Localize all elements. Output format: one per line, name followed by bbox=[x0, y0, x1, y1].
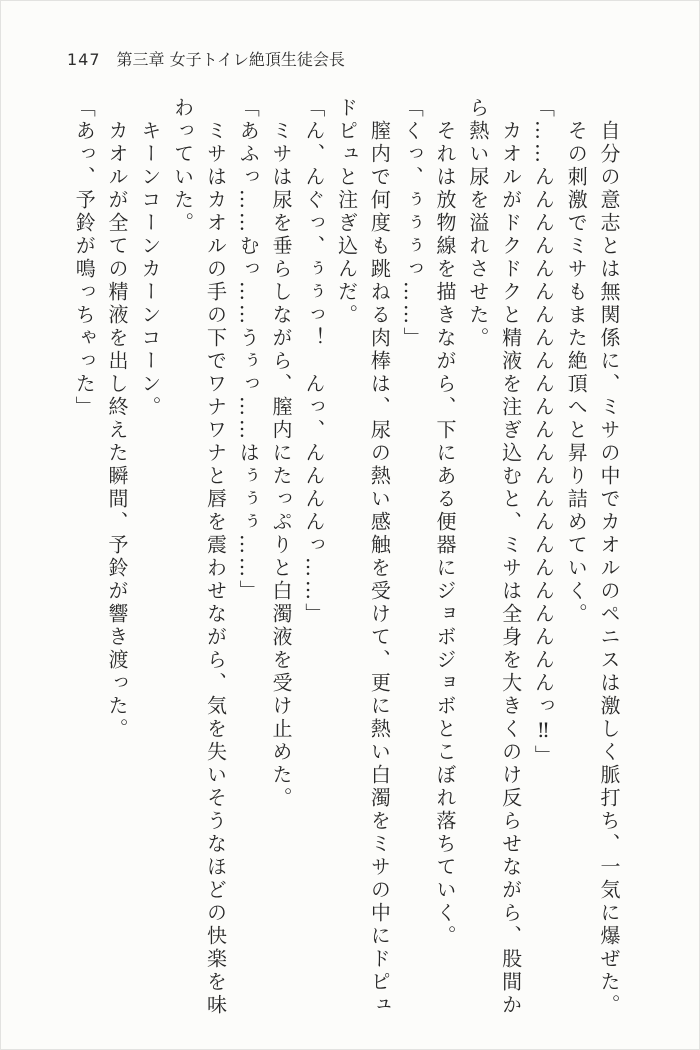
text-body bbox=[67, 97, 625, 1031]
paragraph: それは放物線を描きながら、下にある便器にジョボジョボとこぼれ落ちていく。 bbox=[433, 120, 458, 948]
paragraph: 「あっ、予鈴が鳴っちゃった」 bbox=[72, 97, 97, 419]
paragraph: その刺激でミサもまた絶頂へと昇り詰めていく。 bbox=[564, 120, 589, 626]
paragraph: 「……んんんんんんんんんんんんんんんんんんんんんんんっ‼」 bbox=[531, 97, 556, 768]
paragraph: キーンコーンカーンコーン。 bbox=[137, 120, 162, 419]
paragraph: 「ん、んぐっ、ぅぅっ！ んっ、んんんんっ……」 bbox=[301, 97, 326, 626]
paragraph: ミサはカオルの手の下でワナワナと唇を震わせながら、気を失いそうなほどの快楽を味わっていた。 bbox=[170, 97, 228, 1017]
paragraph: 「くっ、ぅぅぅっ……」 bbox=[400, 97, 425, 350]
paragraph: 自分の意志とは無関係に、ミサの中でカオルのペニスは激しく脈打ち、一気に爆ぜた。 bbox=[597, 120, 621, 1017]
paragraph: カオルがドクドクと精液を注ぎ込むと、ミサは全身を大きくのけ反らせながら、股間から熱い尿を溢れさせた。 bbox=[465, 97, 523, 1017]
paragraph: 「あふっ……むっ……うぅっ……はぅぅぅ……」 bbox=[236, 97, 261, 603]
paragraph: カオルが全ての精液を出し終えた瞬間、予鈴が響き渡った。 bbox=[105, 120, 130, 741]
page-header bbox=[67, 47, 345, 70]
paragraph: 膣内で何度も跳ねる肉棒は、尿の熱い感触を受けて、更に熱い白濁をミサの中にドピュドピュと注ぎ込んだ。 bbox=[334, 97, 392, 1017]
paragraph: ミサは尿を垂らしながら、膣内にたっぷりと白濁液を受け止めた。 bbox=[269, 120, 294, 810]
page-number: 147 bbox=[67, 50, 101, 69]
chapter-title: 第三章 女子トイレ絶頂生徒会長 bbox=[116, 50, 345, 69]
